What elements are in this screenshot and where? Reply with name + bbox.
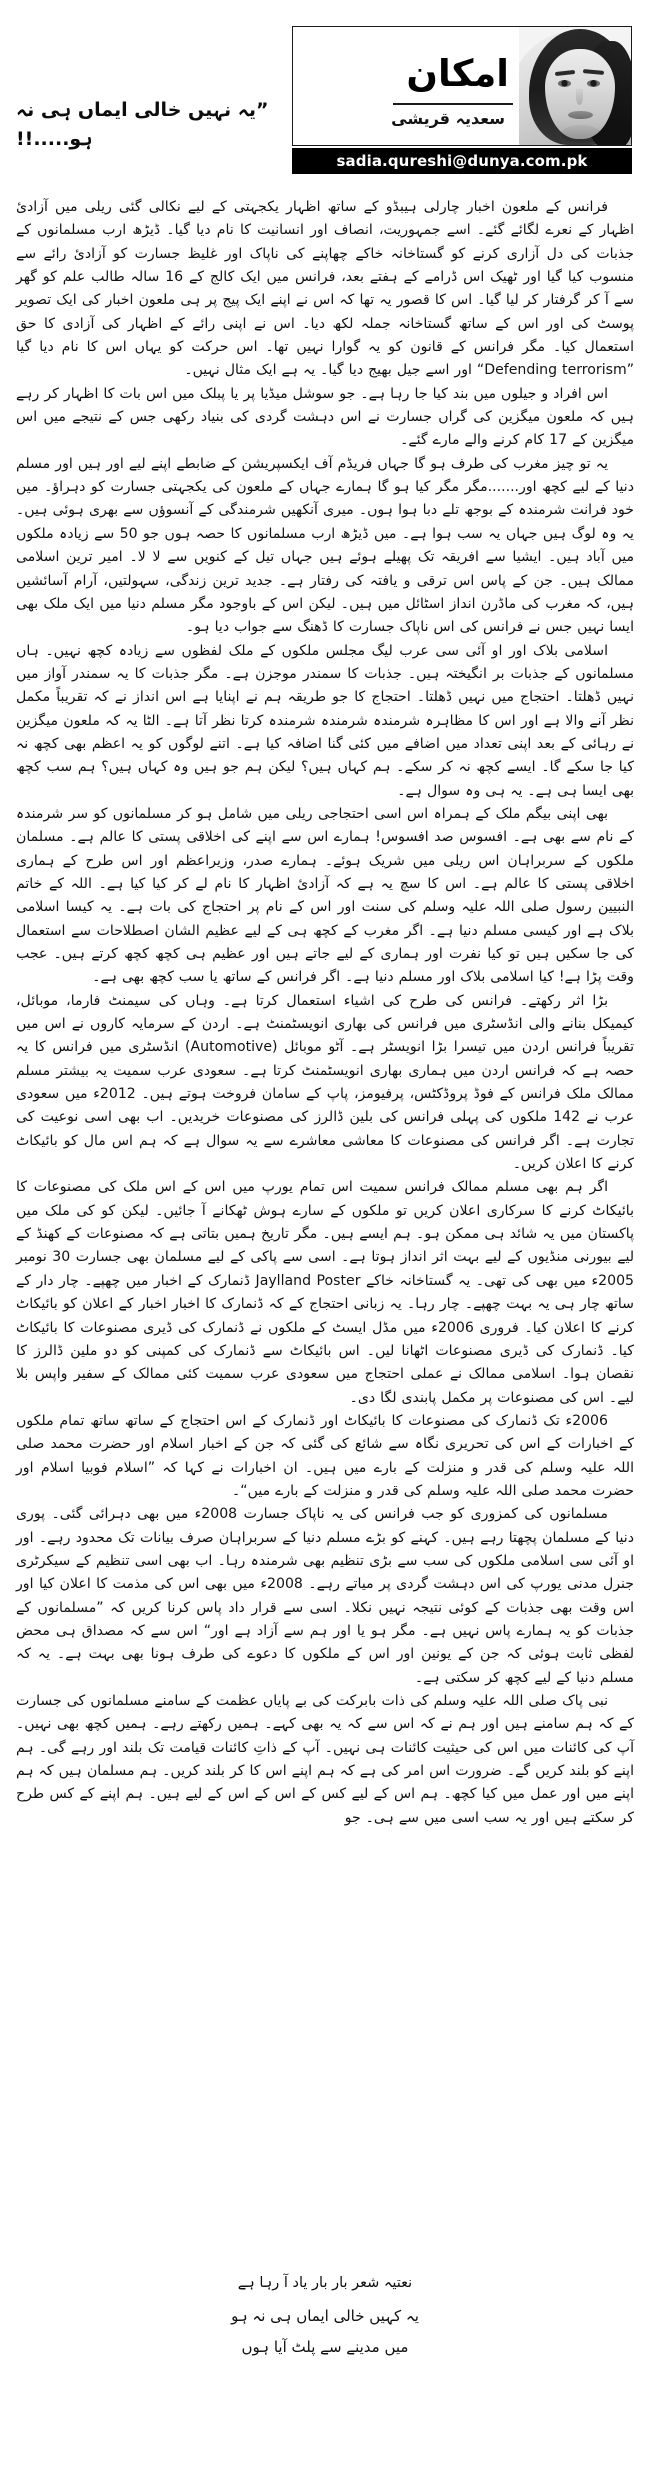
portrait-eye-left bbox=[558, 80, 571, 87]
column-title: امکان bbox=[406, 52, 509, 95]
article-paragraph: 2006ء تک ڈنمارک کی مصنوعات کا بائیکاٹ اور ڈنمارک کے اس احتجاج کے ساتھ ساتھ تمام ملکوں کے اخبارات کے اس کی تحریری نگاہ سے شائع کی گئی کہ جن کے اخبار اسلام اور حضرت محمد صلی اللہ علیہ وسلم کی قدر و منزلت کے بارے میں ہیں۔ ان اخبارات نے کہا کہ ”اسلام فوبیا اسلام اور حضرت محمد صلی اللہ علیہ وسلم کی قدر و منزلت کے بارے میں“۔ bbox=[16, 1412, 634, 1499]
verse-line: یہ کہیں خالی ایماں ہی نہ ہو bbox=[231, 2307, 419, 2325]
portrait-lips bbox=[568, 111, 593, 119]
verse-intro-line: نعتیہ شعر بار بار یاد آ رہا ہے bbox=[237, 2275, 413, 2291]
verse-line: میں مدینے سے پلٹ آیا ہوں bbox=[241, 2338, 409, 2356]
author-email-badge[interactable]: sadia.qureshi@dunya.com.pk bbox=[292, 148, 632, 174]
author-name: سعدیہ قریشی bbox=[391, 109, 505, 128]
closing-verse-block bbox=[16, 2268, 634, 2363]
article-paragraph: اس افراد و جیلوں میں بند کیا جا رہا ہے۔ جو سوشل میڈیا پر یا پبلک میں اس بات کا اظہار کر رہے ہیں کہ ملعون میگزین کی گراں جسارت نے اس دہشت گردی کی بنیاد رکھی جس کے نتیجے میں اس میگزین کے 17 کام کرنے والے مارے گئے۔ bbox=[16, 385, 634, 449]
author-portrait-photo bbox=[519, 27, 631, 146]
portrait-nose bbox=[576, 89, 583, 105]
article-paragraph: فرانس کے ملعون اخبار چارلی ہیبڈو کے ساتھ اظہار یکجہتی کے لیے نکالی گئی ریلی میں آزادیٔ اظہار کے نعرے لگائے گئے۔ اسے جمہوریت، انصاف اور انسانیت کا نام دیا گیا۔ ڈیڑھ ارب مسلمانوں کے جذبات کی دل آزاری کرنے کو گستاخانہ خاکے چھاپنے کی ناپاک اور غلیظ جسارت کو آزادیٔ رائے سے منسوب کیا گیا اور ٹھیک اس ڈرامے کے ہفتے بعد، فرانس میں ایک کالج کے 16 سالہ طالب علم کو گھر سے آ کر گرفتار کر لیا گیا۔ اس کا قصور یہ تھا کہ اس نے اپنے ایک پیج پر ہی ملعون اخبار کی ایک تصویر پوسٹ کی اور اس کے ساتھ گستاخانہ جملہ لکھ دیا۔ اس نے اپنی رائے کے اظہار کی آزادی کا حق استعمال کیا۔ مگر فرانس کے قانون کو یہ گوارا نہیں تھا۔ اس حرکت کو یہاں اس کا نام دیا گیا ”Defending terrorism“ اور اسے جیل بھیج دیا گیا۔ یہ ہے ایک مثال نہیں۔ bbox=[16, 199, 634, 379]
article-paragraph: بڑا اثر رکھتے۔ فرانس کی طرح کی اشیاء استعمال کرتا ہے۔ وہاں کی سیمنٹ فارما، موبائل، کیمیکل بنانے والی انڈسٹری میں فرانس کی بھاری انویسٹمنٹ ہے۔ اردن کے سرمایہ کاروں نے اس میں تقریباً فرانس اردن میں تیسرا بڑا انویسٹر ہے۔ آٹو موبائل (Automotive) انڈسٹری میں فرانس کا یہ حصہ ہے کہ فرانس اردن میں ہماری بھاری انویسٹمنٹ کرتا ہے۔ سعودی عرب سمیت یہ بیشتر مسلم ممالک ملک فرانس کے فوڈ پروڈکٹس، پرفیومز، پاپ کے سامان فروخت ہوتے ہیں۔ 2012ء میں سعودی عرب نے 142 ملکوں کی پہلی فرانس کی بلین ڈالرز کی مصنوعات خریدیں۔ اب بھی اسی نوعیت کی تجارت ہے۔ اگر فرانس کی مصنوعات کا معاشی معاشرے سے یہ سوال ہے کہ ہم اس مال کو بائیکاٹ کرنے کا اعلان کریں۔ bbox=[16, 992, 635, 1173]
article-body bbox=[16, 196, 634, 1830]
article-headline: ”یہ نہیں خالی ایماں ہی نہ ہو.....!! bbox=[16, 99, 269, 150]
portrait-eye-right bbox=[587, 80, 600, 87]
article-paragraph: نبی پاک صلی اللہ علیہ وسلم کی ذات بابرکت کی بے پایاں عظمت کے سامنے مسلمانوں کی جسارت کے کہ ہم سامنے ہیں اور ہم نے کہ اس سے کہ یہ بھی کہے۔ ہمیں رکھتے رہے۔ ہمیں کچھ بھی نہیں۔ آپ کی کائنات میں اس کی حیثیت کائنات ہی نہیں۔ آپ کے ذاتِ کائنات قیامت تک بلند اور رہے گی۔ ہم اپنے کو بلند کریں گے۔ ضرورت اس امر کی ہے کہ ہم اپنے اس کا کر بلند کریں۔ ہم مسلمان ہیں کہ ہم اپنے میں اور عمل میں کیا کچھ۔ ہم اس کے لیے کس کے اس کے اس کے لیے ہیں۔ ہم اپنے کے کس طرح کر سکتے ہیں اور یہ سب اسی میں سے ہی۔ جو bbox=[16, 1693, 634, 1826]
article-paragraph: اگر ہم بھی مسلم ممالک فرانس سمیت اس تمام یورپ میں اس کے اس ملک کی مصنوعات کا بائیکاٹ کرنے کا سرکاری اعلان کریں تو ملکوں کے سارے ہوش ٹھکانے آ جائیں۔ لیکن کو کی ملک میں پاکستان میں یہ شائد ہی ممکن ہو۔ ہم ایسے ہیں۔ مگر تاریخ ہمیں بتاتی ہے کہ مصنوعات کے کھنڈ کے لیے بیورنی منڈیوں کے لیے بہت اثر انداز ہوتا ہے۔ اسی سے پاکی کے لیے مسلمان بھی جسارت 30 نومبر 2005ء میں بھی کی تھی۔ یہ گستاخانہ خاکے Jaylland Poster ڈنمارک کے اخبار میں چھپے۔ چار دار کے ساتھ چار ہی یہ بہت چھپے۔ چار رہا۔ یہ زبانی احتجاج کے کہ ڈنمارک کا اخبار اخبار کے اعلان کو بائیکاٹ کرنے کا اعلان کیا۔ فروری 2006ء میں مڈل ایسٹ کے ملکوں نے ڈنمارک کی ڈیری مصنوعات کا بائیکاٹ کیا۔ ڈنمارک کی ڈیری مصنوعات اٹھانا لیں۔ اس بائیکاٹ سے ڈنمارک کی کمپنی کو دو ملین ڈالرز کا نقصان ہوا۔ اسلامی ممالک نے عملی احتجاج میں سعودی عرب سمیت کئی ممالک کے سفیر واپس بلا لیے۔ اس کی مصنوعات پر مکمل پابندی لگا دی۔ bbox=[16, 1179, 635, 1406]
article-paragraph: مسلمانوں کی کمزوری کو جب فرانس کی یہ ناپاک جسارت 2008ء میں بھی دہرائی گئی۔ پوری دنیا کے مسلمان پچھتا رہے ہیں۔ کہنے کو بڑے مسلم دنیا کے سربراہان صرف بیانات تک محدود رہے۔ اور او آئی سی اسلامی ملکوں کی سب سے بڑی تنظیم بھی شرمندہ رہا۔ اب بھی اسی تنظیم کے سیکرٹری جنرل مدنی یورپ کی اس دہشت گردی پر میاتے رہے۔ 2008ء میں بھی اس کی مذمت کا اعلان کیا اور اس وقت بھی جذبات کے کوئی نتیجہ نہیں نکلا۔ اسی سے قرار داد پاس کرنا کریں کہ ”مسلمانوں کے جذبات کو یہ ہمارے پاس نہیں ہے۔ مگر ہو یا اور ہم سے آزاد ہے اور“ اس سے کہ مصداق ہی محض لفظی ثابت ہوئی کہ جن کے یونین اور اس کے ملکوں کا دعوے کی طرف ہونا بھی بہت ہے۔ یہ کہ مسلم دنیا کے لیے کچھ کر سکتی ہے۔ bbox=[16, 1506, 634, 1686]
portrait-chin-shadow bbox=[561, 125, 601, 143]
column-masthead bbox=[292, 26, 632, 174]
article-paragraph: اسلامی بلاک اور او آئی سی عرب لیگ مجلس ملکوں کے ملک لفظوں سے زیادہ کچھ نہیں۔ ہاں مسلمانوں کے جذبات بر انگیختہ ہیں۔ جذبات کا سمندر موجزن ہے۔ مگر جذبات کا یہ سمندر آواز میں نہیں ڈھلتا۔ احتجاج میں نہیں ڈھلتا۔ احتجاج کا جو طریقہ ہم نے اپنایا ہے اس انداز نے کہ تقریباً مکمل نظر آنے والا ہے اور اس کا مظاہرہ شرمندہ شرمندہ شرمندہ کرتا نظر آتا ہے۔ الٹا یہ کہ ملعون میگزین نے رہائی کے بعد اپنی تعداد میں اضافے میں کئی گنا اضافہ کیا ہے۔ اتنے لوگوں کو یہ اعظم بھی کچھ نہ کیا جا سکے گا۔ ایسے کچھ نہ کر سکے۔ ہم کہاں ہیں؟ لیکن ہم جو ہیں وہ کہاں ہیں؟ ہم سب کچھ بھی ایسا ہی ہے۔ یہ ہی وہ سوال ہے۔ bbox=[16, 642, 634, 799]
article-paragraph: یہ تو چیز مغرب کی طرف ہو گا جہاں فریڈم آف ایکسپریشن کے ضابطے اپنے لیے اور ہیں اور مسلم دنیا کے لیے کچھ اور.......مگر مگر کیا ہو گا ہمارے جہاں کے ملعون کی یکجہتی جسارت کو دہراؤ۔ میں خود فرانت شرمندہ کے بوجھ تلے دبا ہوا ہوں۔ میری آنکھیں شرمندگی کے آنسوؤں سے بھری ہوئی ہیں۔ یہ وہ لوگ ہیں جہاں یہ سب ہوا ہے۔ میں ڈیڑھ ارب مسلمانوں کا حصہ ہوں جو 50 سے زیادہ ملکوں میں آباد ہیں۔ ایشیا سے افریقہ تک پھیلے ہوئے ہیں جہاں تیل کے کنویں سے لا لا۔ امیر ترین اسلامی ممالک ہیں۔ جن کے پاس اس ترقی و یافتہ کی رفتار ہے۔ جدید ترین زندگی، سہولتیں، آرام آسائشیں ہیں، کہ مغرب کی ماڈرن انداز اسٹائل میں ہیں۔ لیکن اس کے باوجود مگر مسلم دنیا میں ایک ملک بھی ایسا نہیں جس نے فرانس کی اس ناپاک جسارت کا ڈھنگ سے جواب دیا ہو۔ bbox=[16, 455, 634, 636]
title-underline-rule bbox=[393, 103, 513, 105]
article-paragraph: بھی اپنی بیگم ملک کے ہمراہ اس اسی احتجاجی ریلی میں شامل ہو کر مسلمانوں کو سر شرمندہ کے نام سے بھی ہے۔ افسوس صد افسوس! ہمارے اس سے اپنے کی اخلاقی پستی کا عالم ہے۔ مسلمان ملکوں کے سربراہان اس ریلی میں شریک ہوئے۔ ہمارے صدر، وزیراعظم اور اس طرح کے ہماری اخلاقی پستی کا عالم ہے۔ اس کا سچ یہ ہے کہ آزادیٔ اظہار کا نام لے کر کیا کیا ہے۔ اللہ کے خاتم النبیین رسول صلی اللہ علیہ وسلم کی سنت اور اس کے نام پر احتجاج کی بات ہے۔ یہ کیسا اسلامی بلاک ہے اور کیسی مسلم دنیا ہے۔ اگر مغرب کے کچھ ہی کے لیے عظیم الشان اصطلاحات سے استعمال کی جا سکیں ہیں تو کیا نفرت اور ہماری کے لیے جاتے ہیں اور عظیم ہی کچھ کچھ کرتے ہیں۔ عجب وقت پڑا ہے! کیا اسلامی بلاک اور مسلم دنیا ہے۔ اگر فرانس کے ساتھ یا سب کچھ بھی ہے۔ bbox=[16, 805, 634, 986]
masthead-frame bbox=[292, 26, 632, 146]
